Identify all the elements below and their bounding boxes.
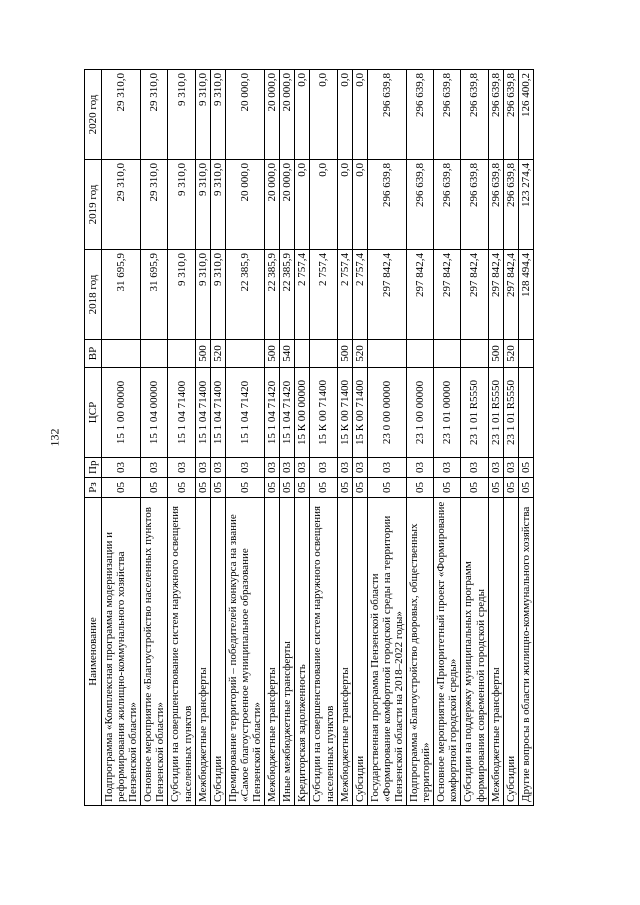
- cell-vr: 500: [265, 340, 280, 368]
- budget-table: [84, 69, 534, 806]
- cell-vr: [310, 340, 337, 368]
- cell-2020: 9 310,0: [195, 70, 210, 160]
- cell-2018: 297 842,4: [461, 250, 488, 340]
- cell-csr: 15 К 00 71400: [337, 368, 352, 458]
- cell-2019: 296 639,8: [367, 160, 406, 250]
- cell-rz: 05: [102, 478, 141, 498]
- cell-name: Межбюджетные трансферты: [265, 498, 280, 806]
- header-2019: 2019 год: [85, 160, 102, 250]
- cell-csr: 15 К 00 71400: [352, 368, 367, 458]
- table-row: [195, 70, 210, 806]
- cell-pr: 05: [518, 458, 533, 478]
- cell-name: Субсидии: [503, 498, 518, 806]
- cell-2020: 9 310,0: [210, 70, 225, 160]
- cell-2019: 0,0: [352, 160, 367, 250]
- cell-csr: 15 1 04 71420: [280, 368, 295, 458]
- cell-2019: 296 639,8: [461, 160, 488, 250]
- cell-vr: [434, 340, 461, 368]
- cell-vr: 520: [503, 340, 518, 368]
- cell-vr: [367, 340, 406, 368]
- cell-2019: 20 000,0: [280, 160, 295, 250]
- table-row: [434, 70, 461, 806]
- cell-csr: 23 1 01 R5550: [503, 368, 518, 458]
- cell-pr: 03: [141, 458, 168, 478]
- cell-pr: 03: [310, 458, 337, 478]
- cell-csr: 23 1 00 00000: [407, 368, 434, 458]
- table-row: [225, 70, 264, 806]
- cell-2019: 0,0: [295, 160, 310, 250]
- table-row: [102, 70, 141, 806]
- table-row: [141, 70, 168, 806]
- cell-pr: 03: [488, 458, 503, 478]
- cell-name: Государственная программа Пензенской области «Формирование комфортной городской среды на территории Пензенской области на 2018–2022 годы»: [367, 498, 406, 806]
- cell-2020: 296 639,8: [367, 70, 406, 160]
- cell-vr: 500: [337, 340, 352, 368]
- cell-2018: 2 757,4: [295, 250, 310, 340]
- cell-2020: 296 639,8: [434, 70, 461, 160]
- cell-2019: 9 310,0: [195, 160, 210, 250]
- cell-vr: [225, 340, 264, 368]
- cell-rz: 05: [503, 478, 518, 498]
- cell-2018: 9 310,0: [210, 250, 225, 340]
- cell-pr: 03: [295, 458, 310, 478]
- cell-2018: 22 385,9: [280, 250, 295, 340]
- cell-pr: 03: [280, 458, 295, 478]
- cell-csr: 15 1 04 71400: [210, 368, 225, 458]
- cell-vr: [141, 340, 168, 368]
- cell-2020: 296 639,8: [488, 70, 503, 160]
- cell-2020: 0,0: [295, 70, 310, 160]
- cell-2019: 9 310,0: [210, 160, 225, 250]
- cell-vr: 520: [352, 340, 367, 368]
- cell-2019: 0,0: [310, 160, 337, 250]
- cell-rz: 05: [295, 478, 310, 498]
- cell-rz: 05: [337, 478, 352, 498]
- cell-rz: 05: [367, 478, 406, 498]
- cell-2019: 123 274,4: [518, 160, 533, 250]
- cell-name: Основное мероприятие «Благоустройство населенных пунктов Пензенской области»: [141, 498, 168, 806]
- table-row: [518, 70, 533, 806]
- cell-2020: 126 400,2: [518, 70, 533, 160]
- header-name: Наименование: [85, 498, 102, 806]
- cell-vr: [102, 340, 141, 368]
- cell-2018: 2 757,4: [352, 250, 367, 340]
- cell-2019: 20 000,0: [265, 160, 280, 250]
- cell-2018: 31 695,9: [141, 250, 168, 340]
- cell-rz: 05: [461, 478, 488, 498]
- header-rz: Рз: [85, 478, 102, 498]
- cell-pr: 03: [210, 458, 225, 478]
- cell-2020: 29 310,0: [102, 70, 141, 160]
- header-2018: 2018 год: [85, 250, 102, 340]
- cell-2020: 0,0: [352, 70, 367, 160]
- cell-2018: 2 757,4: [310, 250, 337, 340]
- cell-csr: 15 К 00 00000: [295, 368, 310, 458]
- cell-2018: 297 842,4: [407, 250, 434, 340]
- cell-2020: 20 000,0: [225, 70, 264, 160]
- cell-rz: 05: [141, 478, 168, 498]
- cell-2018: 9 310,0: [195, 250, 210, 340]
- header-pr: Пр: [85, 458, 102, 478]
- table-row: [488, 70, 503, 806]
- header-csr: ЦСР: [85, 368, 102, 458]
- cell-pr: 03: [265, 458, 280, 478]
- cell-name: Субсидии: [210, 498, 225, 806]
- page-number: 132: [47, 428, 62, 447]
- cell-pr: 03: [195, 458, 210, 478]
- cell-vr: 500: [195, 340, 210, 368]
- header-vr: ВР: [85, 340, 102, 368]
- cell-2018: 22 385,9: [225, 250, 264, 340]
- cell-rz: 05: [352, 478, 367, 498]
- cell-csr: 23 1 01 00000: [434, 368, 461, 458]
- cell-name: Премирование территорий – победителей конкурса на звание «Самое благоустроенное муниципальное образование Пензенской области»: [225, 498, 264, 806]
- cell-rz: 05: [407, 478, 434, 498]
- table-row: [461, 70, 488, 806]
- cell-vr: [407, 340, 434, 368]
- table-body: [102, 70, 534, 806]
- cell-csr: 15 1 04 71400: [168, 368, 195, 458]
- cell-csr: 15 1 00 00000: [102, 368, 141, 458]
- table-row: [280, 70, 295, 806]
- cell-pr: 03: [461, 458, 488, 478]
- header-2020: 2020 год: [85, 70, 102, 160]
- cell-2020: 296 639,8: [461, 70, 488, 160]
- cell-2018: 297 842,4: [488, 250, 503, 340]
- cell-pr: 03: [225, 458, 264, 478]
- cell-name: Межбюджетные трансферты: [488, 498, 503, 806]
- cell-vr: [168, 340, 195, 368]
- cell-vr: [518, 340, 533, 368]
- table-row: [407, 70, 434, 806]
- cell-vr: 520: [210, 340, 225, 368]
- table-row: [210, 70, 225, 806]
- cell-vr: 500: [488, 340, 503, 368]
- cell-rz: 05: [210, 478, 225, 498]
- cell-2020: 20 000,0: [265, 70, 280, 160]
- table-header-row: [85, 70, 102, 806]
- cell-csr: 15 1 04 71400: [195, 368, 210, 458]
- cell-csr: 23 0 00 00000: [367, 368, 406, 458]
- cell-2018: 297 842,4: [367, 250, 406, 340]
- cell-name: Субсидии на поддержку муниципальных программ формирования современной городской среды: [461, 498, 488, 806]
- cell-pr: 03: [352, 458, 367, 478]
- cell-2018: 297 842,4: [503, 250, 518, 340]
- cell-pr: 03: [168, 458, 195, 478]
- cell-name: Основное мероприятие «Приоритетный проект «Формирование комфортной городской среды»: [434, 498, 461, 806]
- cell-rz: 05: [310, 478, 337, 498]
- cell-rz: 05: [518, 478, 533, 498]
- cell-2020: 0,0: [337, 70, 352, 160]
- cell-2019: 20 000,0: [225, 160, 264, 250]
- cell-2019: 0,0: [337, 160, 352, 250]
- table-row: [337, 70, 352, 806]
- budget-table-container: [84, 70, 588, 806]
- table-row: [503, 70, 518, 806]
- cell-pr: 03: [503, 458, 518, 478]
- cell-rz: 05: [265, 478, 280, 498]
- cell-rz: 05: [488, 478, 503, 498]
- cell-rz: 05: [434, 478, 461, 498]
- cell-2018: 128 494,4: [518, 250, 533, 340]
- cell-name: Межбюджетные трансферты: [337, 498, 352, 806]
- table-row: [310, 70, 337, 806]
- cell-name: Субсидии: [352, 498, 367, 806]
- cell-2019: 296 639,8: [488, 160, 503, 250]
- cell-2018: 297 842,4: [434, 250, 461, 340]
- cell-2019: 9 310,0: [168, 160, 195, 250]
- cell-rz: 05: [168, 478, 195, 498]
- cell-name: Подпрограмма «Комплексная программа модернизации и реформирования жилищно-коммунального хозяйства Пензенской области»: [102, 498, 141, 806]
- table-row: [295, 70, 310, 806]
- table-row: [352, 70, 367, 806]
- cell-2020: 296 639,8: [503, 70, 518, 160]
- cell-pr: 03: [102, 458, 141, 478]
- cell-2020: 296 639,8: [407, 70, 434, 160]
- cell-2020: 0,0: [310, 70, 337, 160]
- cell-2018: 31 695,9: [102, 250, 141, 340]
- cell-csr: 15 1 04 71420: [225, 368, 264, 458]
- cell-2020: 9 310,0: [168, 70, 195, 160]
- cell-pr: 03: [367, 458, 406, 478]
- cell-pr: 03: [337, 458, 352, 478]
- cell-name: Другие вопросы в области жилищно-коммунального хозяйства: [518, 498, 533, 806]
- cell-rz: 05: [195, 478, 210, 498]
- cell-name: Подпрограмма «Благоустройство дворовых, общественных территорий»: [407, 498, 434, 806]
- cell-name: Субсидии на совершенствование систем наружного освещения населенных пунктов: [310, 498, 337, 806]
- cell-2018: 2 757,4: [337, 250, 352, 340]
- cell-csr: 23 1 01 R5550: [461, 368, 488, 458]
- cell-rz: 05: [225, 478, 264, 498]
- cell-name: Субсидии на совершенствование систем наружного освещения населенных пунктов: [168, 498, 195, 806]
- cell-name: Иные межбюджетные трансферты: [280, 498, 295, 806]
- cell-csr: 23 1 01 R5550: [488, 368, 503, 458]
- cell-2018: 22 385,9: [265, 250, 280, 340]
- cell-2019: 29 310,0: [141, 160, 168, 250]
- cell-2019: 296 639,8: [503, 160, 518, 250]
- cell-name: Кредиторская задолженность: [295, 498, 310, 806]
- cell-csr: 15 1 04 71420: [265, 368, 280, 458]
- table-row: [367, 70, 406, 806]
- cell-name: Межбюджетные трансферты: [195, 498, 210, 806]
- cell-csr: 15 К 00 71400: [310, 368, 337, 458]
- cell-vr: 540: [280, 340, 295, 368]
- cell-2019: 29 310,0: [102, 160, 141, 250]
- table-row: [265, 70, 280, 806]
- cell-csr: [518, 368, 533, 458]
- cell-2020: 20 000,0: [280, 70, 295, 160]
- cell-pr: 03: [407, 458, 434, 478]
- table-row: [168, 70, 195, 806]
- cell-vr: [295, 340, 310, 368]
- cell-2019: 296 639,8: [407, 160, 434, 250]
- cell-pr: 03: [434, 458, 461, 478]
- cell-vr: [461, 340, 488, 368]
- cell-2018: 9 310,0: [168, 250, 195, 340]
- cell-2020: 29 310,0: [141, 70, 168, 160]
- cell-rz: 05: [280, 478, 295, 498]
- cell-2019: 296 639,8: [434, 160, 461, 250]
- cell-csr: 15 1 04 00000: [141, 368, 168, 458]
